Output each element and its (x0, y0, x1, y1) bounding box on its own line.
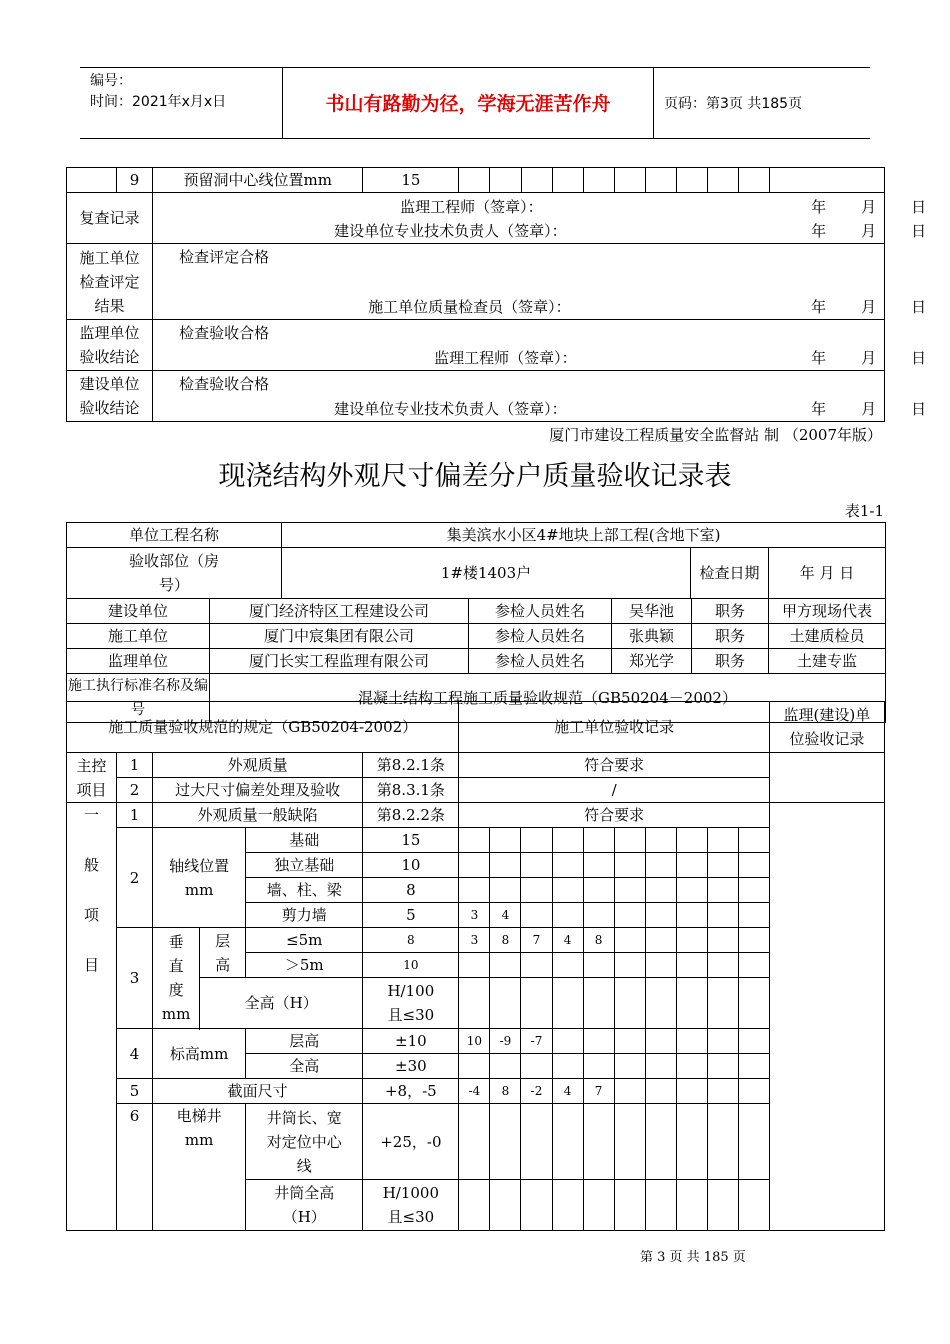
table-row: 全高（H） H/100 且≤30 (67, 978, 885, 1029)
table-row: ＞5m 10 (67, 953, 885, 978)
page-footer: 第 3 页 共 185 页 (640, 1250, 746, 1265)
contractor-result: 检查评定合格 (179, 248, 270, 266)
check-date-label: 检查日期 (691, 548, 769, 599)
review-label: 复查记录 (67, 193, 153, 244)
top-table (66, 167, 927, 422)
table-row: 6 电梯井 mm 井筒长、宽 对定位中心 线 +25，-0 (67, 1104, 885, 1180)
table-row: 2 轴线位置 mm 基础 15 (67, 828, 885, 853)
vertical-label: 垂 直 度 mm (153, 928, 200, 1029)
owner-sign: 建设单位专业技术负责人（签章）： (334, 400, 567, 418)
review-sign-1: 监理工程师（签章）： (400, 198, 543, 216)
table-row (67, 168, 885, 193)
table-row: 2 过大尺寸偏差处理及验收 第8.3.1条 / (67, 778, 885, 803)
table-row: 剪力墙 5 3 4 (67, 903, 885, 928)
number-label: 编号： (90, 73, 132, 89)
table-row: 3 垂 直 度 mm 层 高 ≤5m 8 3 8 7 4 8 (67, 928, 885, 953)
standard-label: 施工执行标准名称及编号 (67, 674, 210, 723)
table-row: 一 般 项 目 1 外观质量一般缺陷 第8.2.2条 符合要求 (67, 803, 885, 828)
item-limit: 15 (363, 168, 459, 193)
supervisor-sign: 监理工程师（签章）： (434, 349, 577, 367)
header-meta (80, 68, 283, 138)
owner-row: 建设单位 验收结论 检查验收合格 建设单位专业技术负责人（签章）： 年 月 日 (67, 371, 885, 422)
table-row: 井筒全高 （H） H/1000 且≤30 (67, 1180, 885, 1231)
spec-table (66, 701, 885, 1231)
supervisor-label: 监理单位 验收结论 (67, 320, 153, 371)
project-value: 集美滨水小区4#地块上部工程(含地下室) (282, 523, 886, 548)
contractor-record-header: 施工单位验收记录 (459, 702, 769, 753)
spec-header: 施工质量验收规范的规定（GB50204-2002） (67, 702, 459, 753)
axis-label: 轴线位置 mm (153, 828, 246, 928)
check-date-value: 年 月 日 (769, 548, 886, 599)
review-sign-2: 建设单位专业技术负责人（签章）： (334, 222, 567, 240)
row-number: 9 (117, 168, 153, 193)
page-header (80, 67, 870, 139)
supervisor-result: 检查验收合格 (179, 324, 270, 342)
contractor-row: 施工单位 检查评定 结果 检查评定合格 施工单位质量检查员（签章）： 年 月 日 (67, 244, 885, 320)
table-row: 建设单位 厦门经济特区工程建设公司 参检人员姓名 吴华池 职务 甲方现场代表 (67, 599, 886, 624)
table-row: 独立基础 10 (67, 853, 885, 878)
table-row: 4 标高mm 层高 ±10 10 -9 -7 (67, 1029, 885, 1054)
supervisor-row: 监理单位 验收结论 检查验收合格 监理工程师（签章）： 年 月 日 (67, 320, 885, 371)
general-label: 一 般 项 目 (67, 803, 117, 1231)
standard-value: 混凝土结构工程施工质量验收规范（GB50204－2002） (210, 674, 886, 723)
form-title: 现浇结构外观尺寸偏差分户质量验收记录表 (218, 461, 732, 492)
elevator-label: 电梯井 mm (153, 1104, 246, 1231)
part-value: 1#楼1403户 (282, 548, 691, 599)
table-number: 表1-1 (844, 502, 884, 520)
main-label: 主控 项目 (67, 753, 117, 803)
table-row: 监理单位 厦门长实工程监理有限公司 参检人员姓名 郑光学 职务 土建专监 (67, 649, 886, 674)
table-row: 5 截面尺寸 +8，-5 -4 8 -2 4 7 (67, 1079, 885, 1104)
footer-note: 厦门市建设工程质量安全监督站 制 （2007年版） (549, 426, 882, 444)
floor-height-label: 层 高 (200, 928, 246, 978)
page-label: 页码：第3页 共185页 (664, 96, 803, 112)
table-row: 墙、柱、梁 8 (67, 878, 885, 903)
part-label: 验收部位（房 号） (67, 548, 282, 599)
motto: 书山有路勤为径，学海无涯苦作舟 (283, 68, 654, 138)
project-label: 单位工程名称 (67, 523, 282, 548)
time-label: 时间：2021年x月x日 (90, 94, 227, 110)
contractor-label: 施工单位 检查评定 结果 (67, 244, 153, 320)
table-row: 施工单位 厦门中宸集团有限公司 参检人员姓名 张典颖 职务 土建质检员 (67, 624, 886, 649)
table-row: 主控 项目 1 外观质量 第8.2.1条 符合要求 (67, 753, 885, 778)
owner-label: 建设单位 验收结论 (67, 371, 153, 422)
owner-result: 检查验收合格 (179, 375, 270, 393)
supervisor-record-header: 监理(建设)单 位验收记录 (769, 702, 884, 753)
review-row: 复查记录 监理工程师（签章）： 建设单位专业技术负责人（签章）： 年 月 日 年 月 日 (67, 193, 885, 244)
contractor-sign: 施工单位质量检查员（签章）： (368, 298, 571, 316)
item-name: 预留洞中心线位置mm (153, 168, 363, 193)
table-row: 全高 ±30 (67, 1054, 885, 1079)
